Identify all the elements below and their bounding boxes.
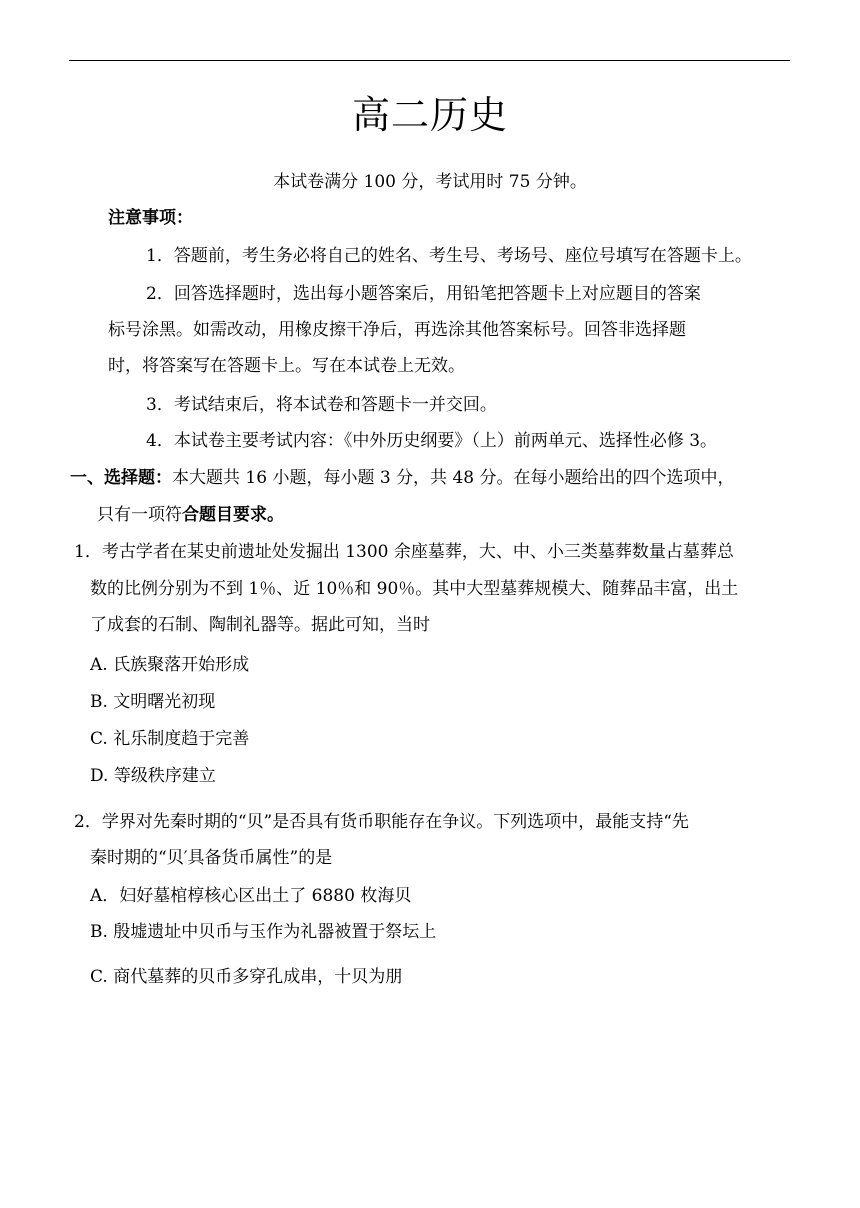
section-1-text-line-2-bold: 合题目要求。 [182,505,284,525]
section-1-label: 一、选择题： [70,468,172,488]
exam-info: 本试卷满分 100 分，考试用时 75 分钟。 [273,172,587,192]
notice-item-2-line-1: 2．回答选择题时，选出每小题答案后，用铅笔把答题卡上对应题目的答案 [146,284,701,304]
notice-item-1: 1．答题前，考生务必将自己的姓名、考生号、考场号、座位号填写在答题卡上。 [146,246,752,266]
question-2-line-2: 秦时期的“贝′具备货币属性”的是 [90,848,333,868]
header-rule [69,60,790,61]
page-title: 高二历史 [351,93,508,137]
notice-heading: 注意事项： [108,208,193,228]
notice-item-4: 4．本试卷主要考试内容：《中外历史纲要》（上）前两单元、选择性必修 3。 [146,431,718,451]
notice-item-2-line-2: 标号涂黑。如需改动，用橡皮擦干净后，再选涂其他答案标号。回答非选择题 [108,320,686,340]
question-1-line-3: 了成套的石制、陶制礼器等。据此可知，当时 [90,615,430,635]
section-1-requirement [97,503,284,527]
question-1-line-1: 1．考古学者在某史前遗址处发掘出 1300 余座墓葬，大、中、小三类墓葬数量占墓葬总 [74,542,734,562]
question-2-line-1: 2．学界对先秦时期的“贝”是否具有货币职能存在争议。下列选项中，最能支持“先 [74,812,689,832]
question-2-option-c: C. 商代墓葬的贝币多穿孔成串，十贝为朋 [90,967,403,987]
question-2-option-b: B. 殷墟遗址中贝币与玉作为礼器被置于祭坛上 [90,922,437,942]
section-1-intro [70,466,735,490]
notice-item-2-line-3: 时，将答案写在答题卡上。写在本试卷上无效。 [108,356,465,376]
question-1-option-c: C. 礼乐制度趋于完善 [90,729,250,749]
notice-item-3: 3．考试结束后，将本试卷和答题卡一并交回。 [146,395,497,415]
question-2-option-a: A．妇好墓棺椁核心区出土了 6880 枚海贝 [90,886,412,906]
question-1-option-a: A. 氏族聚落开始形成 [90,655,250,675]
question-1-option-d: D. 等级秩序建立 [90,766,216,786]
section-1-text-line-2: 只有一项符 [97,505,182,525]
question-1-option-b: B. 文明曙光初现 [90,692,216,712]
question-1-line-2: 数的比例分别为不到 1％、近 10％和 90％。其中大型墓葬规模大、随葬品丰富，出土 [90,579,739,599]
section-1-text-line-1: 本大题共 16 小题，每小题 3 分，共 48 分。在每小题给出的四个选项中， [172,468,735,488]
